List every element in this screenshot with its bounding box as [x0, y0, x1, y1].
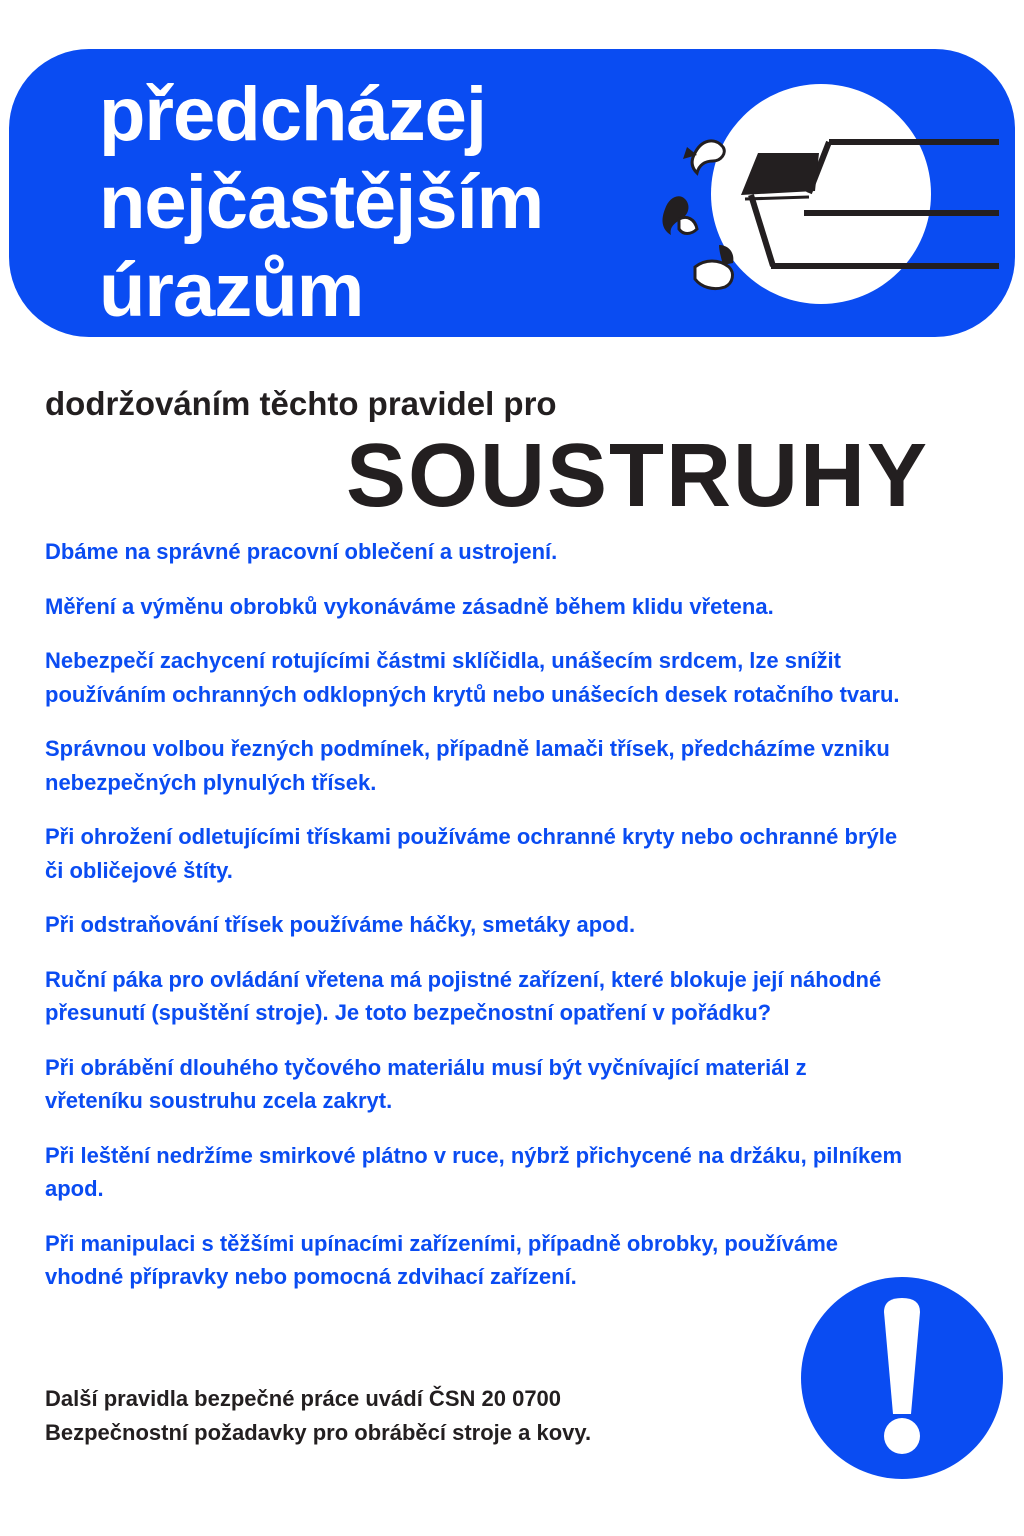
rule-item: Při obrábění dlouhého tyčového materiálu musí být vyčnívající materiál z vřeteníku soustruhu zcela zakryt.	[45, 1054, 807, 1113]
rule-item: Nebezpečí zachycení rotujícími částmi sklíčidla, unášecím srdcem, lze snížit používáním ochranných odklopných krytů nebo unášecích desek rotačního tvaru.	[45, 648, 900, 707]
banner-title-line-3: úrazům	[99, 248, 364, 333]
rule-item: Při ohrožení odletujícími třískami používáme ochranné kryty nebo ochranné brýle či obličejové štíty.	[45, 824, 898, 883]
rules-list	[45, 535, 905, 1315]
rule-item: Ruční páka pro ovládání vřetena má pojistné zařízení, které blokuje její náhodné přesunutí (spuštění stroje). Je toto bezpečnostní opatření v pořádku?	[45, 966, 882, 1025]
page-title: SOUSTRUHY	[346, 426, 930, 526]
footer-line-2: Bezpečnostní požadavky pro obráběcí stroje a kovy.	[45, 1419, 592, 1445]
rule-item: Měření a výměnu obrobků vykonáváme zásadně během klidu vřetena.	[45, 593, 774, 619]
rule-item: Správnou volbou řezných podmínek, případně lamači třísek, předcházíme vzniku nebezpečných plynulých třísek.	[45, 736, 890, 795]
rule-item: Při manipulaci s těžšími upínacími zařízeními, případně obrobky, používáme vhodné přípravky nebo pomocná zdvihací zařízení.	[45, 1230, 839, 1289]
footer-line-1: Další pravidla bezpečné práce uvádí ČSN 20 0700	[45, 1386, 562, 1411]
rule-item: Dbáme na správné pracovní oblečení a ustrojení.	[45, 539, 558, 564]
rule-item: Při leštění nedržíme smirkové plátno v ruce, nýbrž přichycené na držáku, pilníkem apod.	[45, 1142, 903, 1201]
footer-note	[45, 1382, 591, 1449]
exclamation-icon	[800, 1276, 1004, 1480]
header-banner	[9, 49, 1015, 337]
banner-title-line-1: předcházej	[99, 72, 487, 157]
lathe-chip-icon	[639, 69, 1015, 319]
banner-title-line-2: nejčastějším	[99, 160, 544, 245]
rule-item: Při odstraňování třísek používáme háčky, smetáky apod.	[45, 912, 636, 937]
subtitle: dodržováním těchto pravidel pro	[45, 385, 557, 422]
banner-title	[99, 71, 543, 335]
